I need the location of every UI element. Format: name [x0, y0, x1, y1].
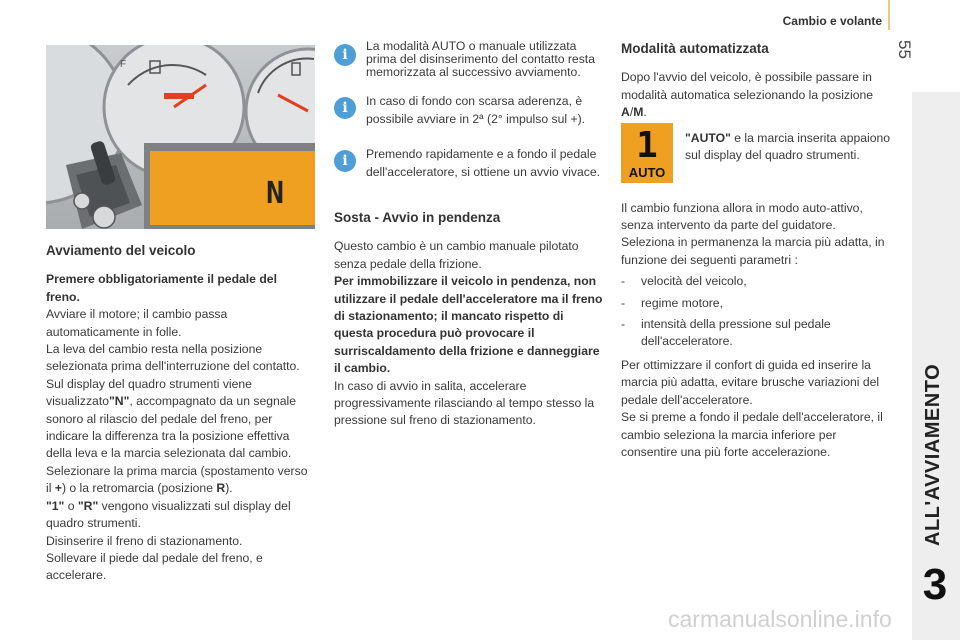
svg-text:F: F — [120, 59, 127, 70]
paragraph-self-acting: Il cambio funziona allora in modo auto-attivo, senza intervento da parte del guidatore. — [621, 200, 863, 233]
section-heading-automatic-mode: Modalità automatizzata — [621, 41, 769, 56]
chapter-header-title: Cambio e volante — [782, 14, 882, 28]
column-starting-vehicle — [46, 242, 308, 585]
instrument-cluster-figure — [46, 45, 315, 229]
paragraph-select-am: Dopo l'avvio del veicolo, è possibile passare in modalità automatica selezionando la posizione A/M. — [621, 70, 874, 120]
warning-hill-hold: Per immobilizzare il veicolo in pendenza, non utilizzare il pedale dell'acceleratore ma il freno di stazionamento; il mancato rispetto di questa procedura può provocare il surriscaldamento della frizione e danneggiare il cambio. — [334, 274, 603, 376]
info-note-low-grip: i In caso di fondo con scarsa aderenza, è possibile avviare in 2ª (2° impulso sul +). — [334, 93, 604, 128]
list-item: - regime motore, — [621, 295, 723, 310]
paragraph-accelerate: Sollevare il piede dal pedale del freno, e accelerare. — [46, 550, 263, 583]
auto-gear-digit: 1 — [636, 125, 658, 166]
paragraph-lever-position: La leva del cambio resta nella posizione selezionata prima dell'interruzione del contatto. — [46, 342, 300, 374]
auto-label: AUTO — [628, 165, 666, 180]
section-heading-hill-start: Sosta - Avvio in pendenza — [334, 210, 501, 225]
paragraph-uphill-start: In caso di avvio in salita, accelerare progressivamente rilasciando al tempo stesso la pressione sul freno di stazionamento. — [334, 378, 595, 428]
paragraph-auto-display: "AUTO" e la marcia inserita appaiono sul display del quadro strumenti. — [685, 130, 891, 163]
paragraph-parameters-intro: Seleziona in permanenza la marcia più adatta, in funzione dei seguenti parametri : — [621, 235, 885, 267]
auto-mode-display-icon — [621, 123, 673, 183]
paragraph-engine-start: Avviare il motore; il cambio passa automaticamente in folle. — [46, 307, 228, 339]
info-icon: i — [334, 150, 356, 172]
chapter-side-label: ALL'AVVIAMENTO — [922, 363, 944, 546]
info-note-kickdown-start: i Premendo rapidamente e a fondo il pedale dell'acceleratore, si ottiene un avvio vivace. — [334, 146, 604, 181]
watermark: carmanualsonline.info — [668, 606, 892, 632]
display-gear-letter: N — [266, 176, 285, 211]
paragraph-release-parking-brake: Disinserire il freno di stazionamento. — [46, 533, 243, 548]
paragraph-display-gear: "1" o "R" vengono visualizzati sul display del quadro strumenti. — [46, 498, 291, 531]
paragraph-select-gear: Selezionare la prima marcia (spostamento verso il +) o la retromarcia (posizione R). — [46, 463, 308, 496]
parameters-list — [621, 273, 891, 351]
info-note-memorized-mode: i La modalità AUTO o manuale utilizzata prima del disinserimento del contatto resta memorizzata al successivo avviamento. — [334, 40, 604, 79]
list-item: - intensità della pressione sul pedale dell'acceleratore. — [621, 317, 831, 349]
info-icon: i — [334, 97, 356, 119]
paragraph-comfort-advice: Per ottimizzare il confort di guida ed inserire la marcia più adatta, evitare brusche variazioni del pedale dell'acceleratore. — [621, 357, 880, 407]
page-number: 55 — [895, 40, 914, 59]
header-rule — [888, 0, 890, 30]
cluster-display — [150, 151, 315, 225]
brake-instruction-bold: Premere obbligatoriamente il pedale del freno. — [46, 272, 277, 304]
paragraph-robotised-gearbox: Questo cambio è un cambio manuale pilotato senza pedale della frizione. — [334, 239, 579, 271]
paragraph-display-n: Sul display del quadro strumenti viene visualizzato"N", accompagnato da un segnale sonoro al rilascio del pedale del freno, per indicare la differenza tra la posizione effettiva della leva e la marcia selezionata dal cambio. — [46, 376, 297, 461]
chapter-number: 3 — [922, 560, 948, 609]
column-notes-and-hill-start — [334, 40, 604, 430]
paragraph-kickdown: Se si preme a fondo il pedale dell'acceleratore, il cambio seleziona la marcia inferiore per consentire una più forte accelerazione. — [621, 410, 883, 459]
section-heading-starting: Avviamento del veicolo — [46, 243, 196, 258]
column-automatic-mode — [621, 40, 891, 461]
info-icon: i — [334, 44, 356, 66]
cluster-illustration — [46, 45, 315, 229]
list-item: - velocità del veicolo, — [621, 274, 747, 289]
